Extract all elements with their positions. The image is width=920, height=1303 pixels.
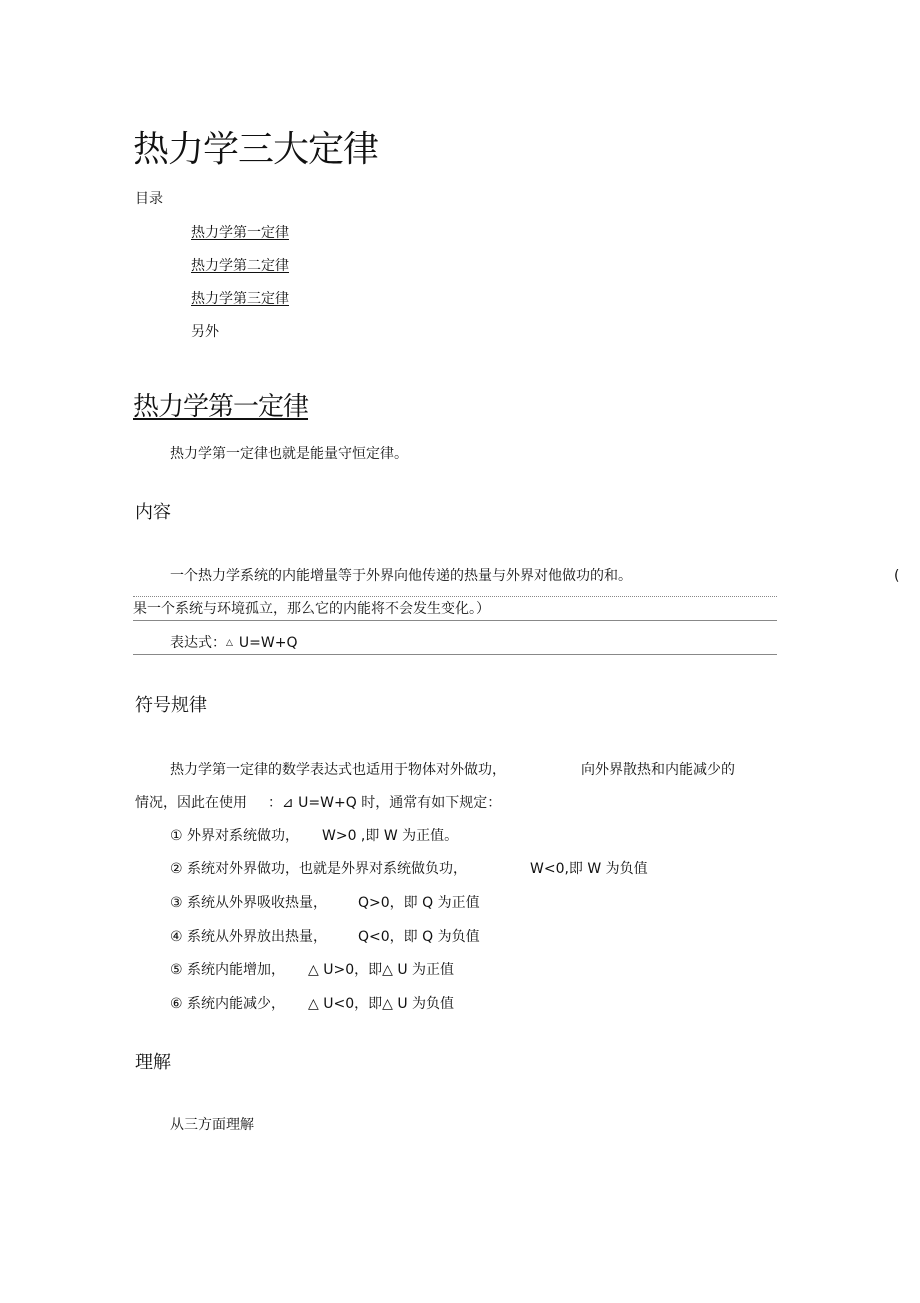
content-heading: 内容 [135,502,171,523]
rule-item: ① 外界对系统做功， [170,828,300,844]
document-title: 热力学三大定律 [133,129,379,170]
content-line-2: 果一个系统与环境孤立，那么它的内能将不会发生变化。） [133,601,490,617]
toc-label: 目录 [135,191,163,207]
sign-rules-heading: 符号规律 [135,695,207,716]
sign-paragraph-2a: 情况，因此在使用 [135,795,247,811]
rule-condition: Q>0，即 Q 为正值 [358,895,480,911]
toc-item-other[interactable]: 另外 [191,324,219,340]
content-line-1: 一个热力学系统的内能增量等于外界向他传递的热量与外界对他做功的和。 [170,568,632,584]
rule-condition: W>0 ,即 W 为正值。 [322,828,459,844]
sign-paragraph-1b: 向外界散热和内能减少的 [581,762,735,778]
rule-item: ⑥ 系统内能减少， [170,996,286,1012]
rule-condition: W<0,即 W 为负值 [530,861,648,877]
section-heading-first-law: 热力学第一定律 [133,392,309,422]
rule-condition: Q<0，即 Q 为负值 [358,929,480,945]
sign-paragraph-2b: ：⊿ U=W+Q 时，通常有如下规定： [268,795,502,811]
expression-label: 表达式： [170,635,226,651]
toc-link-first-law[interactable]: 热力学第一定律 [191,225,289,241]
expression-formula: U=W+Q [238,635,298,651]
rule-condition: △ U>0，即△ U 为正值 [308,962,455,978]
toc-link-third-law[interactable]: 热力学第三定律 [191,291,289,307]
sign-paragraph-1a: 热力学第一定律的数学表达式也适用于物体对外做功， [170,762,506,778]
rule-condition: △ U<0，即△ U 为负值 [308,996,455,1012]
rule-item: ② 系统对外界做功，也就是外界对系统做负功， [170,861,468,877]
content-line-1-tail: ( [894,568,900,584]
delta-symbol: △ [226,638,233,648]
divider [133,620,777,621]
divider [133,596,777,597]
expression-line [170,634,298,652]
divider [133,654,777,655]
intro-paragraph: 热力学第一定律也就是能量守恒定律。 [170,446,408,462]
rule-item: ④ 系统从外界放出热量， [170,929,328,945]
understanding-heading: 理解 [135,1052,171,1073]
rule-item: ⑤ 系统内能增加， [170,962,286,978]
toc-link-second-law[interactable]: 热力学第二定律 [191,258,289,274]
rule-item: ③ 系统从外界吸收热量， [170,895,328,911]
understanding-text: 从三方面理解 [170,1117,254,1133]
